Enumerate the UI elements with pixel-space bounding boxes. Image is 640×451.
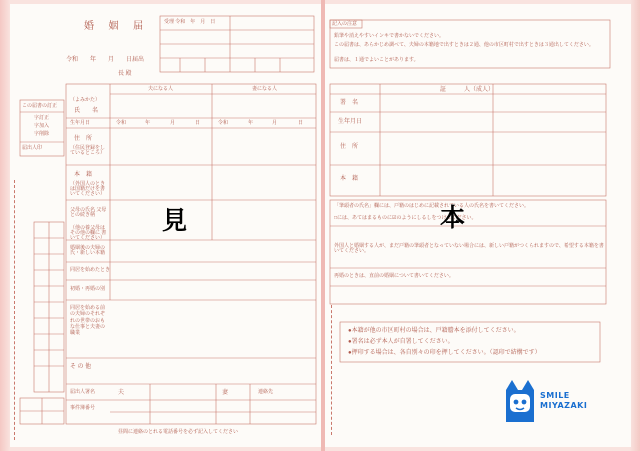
wife-birth-day: 日: [298, 121, 304, 126]
new-domicile-label: 婚姻後の夫婦の氏・新しい本籍: [70, 246, 106, 256]
witness-row-label: 生年月日: [338, 119, 363, 125]
other-label: そ の 他: [70, 364, 92, 370]
instruction-line: 外国人と婚姻する人が、まだ戸籍の筆頭者となっていない場合には、新しい戸籍がつくられますので、希望する本籍を書いてください。: [334, 244, 604, 254]
form-title: 婚 姻 届: [84, 21, 149, 32]
witness-table: [330, 84, 606, 196]
domicile-label: 本 籍: [74, 172, 93, 178]
brand-line-1: SMILE: [540, 391, 570, 400]
previous-label: 初婚・再婚の別: [70, 287, 106, 292]
birth-label: 生年月日: [70, 121, 91, 126]
husband-birth-year: 年: [145, 121, 151, 126]
wife-signature-marker: 妻: [222, 390, 229, 396]
note-line: この届書は、あらかじめ調べて、夫婦の本籍地で出すときは２通、他の市区町村で出すときは３通出してください。: [334, 43, 594, 48]
perforation-right: [331, 305, 332, 435]
contact-label: 連絡先: [258, 390, 274, 395]
cohabit-label: 同居を始めたとき: [70, 268, 111, 273]
phone-note: 昼間に連絡のとれる電話番号を必ず記入してください: [118, 430, 239, 435]
correction-item: 字削除: [34, 132, 50, 137]
parents-label: 父母の氏名 父母との続き柄: [70, 208, 107, 218]
instruction-line: □には、あてはまるものに☑のようにしるしをつけてください。: [334, 216, 477, 221]
husband-birth-day: 日: [195, 121, 201, 126]
furigana-label: （よみかた）: [70, 98, 101, 103]
husband-birth-era: 令和: [116, 121, 127, 126]
domicile-note: （外国人のときは国籍だけを書いてください）: [70, 182, 106, 197]
attachment-line: ●署名は必ず本人が自署してください。: [348, 339, 454, 345]
note-line: 鉛筆や消えやすいインキで書かないでください。: [334, 34, 445, 39]
sample-mark-right: 本: [440, 203, 466, 232]
filing-date: 令和 年 月 日届出: [66, 57, 145, 63]
correction-item: 字訂正: [34, 116, 50, 121]
mascot-logo: [500, 378, 540, 426]
addressee: 長 殿: [118, 71, 132, 77]
notes-heading: 記入の注意: [332, 22, 358, 27]
signature-label: 届出人署名: [70, 390, 96, 395]
seal-label: 届出人印: [22, 146, 43, 151]
husband-header: 夫になる人: [148, 87, 174, 92]
receipt-stamp-label: 受理 令和 年 月 日: [164, 20, 216, 25]
witness-header: 証 人（成人）: [440, 87, 495, 93]
wife-birth-year: 年: [248, 121, 254, 126]
instruction-line: 再婚のときは、直前の婚姻について書いてください。: [334, 274, 454, 279]
correction-title: この届書の訂正: [22, 104, 58, 109]
address-label: 住 所: [74, 136, 93, 142]
perforation-left: [14, 180, 15, 440]
parents-note: （他の養父母は その他の欄に 書いてください）: [70, 226, 107, 241]
husband-birth-month: 月: [170, 121, 176, 126]
wife-header: 妻になる人: [252, 87, 278, 92]
witness-row-label: 本 籍: [340, 176, 359, 182]
note-line: 届書は、１通でよいことがあります。: [334, 58, 419, 63]
occupation-label: 同居を始める前の夫婦のそれぞれの世帯のおもな仕事と夫妻の職業: [70, 306, 106, 336]
attachment-line: ●本籍が他の市区町村の場合は、戸籍謄本を添付してください。: [348, 328, 520, 334]
name-label: 氏 名: [74, 108, 99, 114]
correction-item: 字加入: [34, 124, 50, 129]
attachment-line: ●押印する場合は、各自別々の印を押してください。（認印で結構です）: [348, 350, 541, 356]
case-number-label: 事件簿番号: [70, 406, 96, 411]
wife-birth-month: 月: [272, 121, 278, 126]
instruction-line: 「筆頭者の氏名」欄には、戸籍のはじめに記載されている人の氏名を書いてください。: [334, 204, 530, 209]
witness-row-label: 住 所: [340, 144, 359, 150]
witness-row-label: 署 名: [340, 100, 359, 106]
wife-birth-era: 令和: [218, 121, 229, 126]
address-note: （住民登録をしているところ）: [70, 146, 106, 156]
husband-signature-marker: 夫: [118, 390, 125, 396]
sample-mark-left: 見: [162, 206, 188, 235]
brand-line-2: MIYAZAKI: [540, 401, 588, 410]
